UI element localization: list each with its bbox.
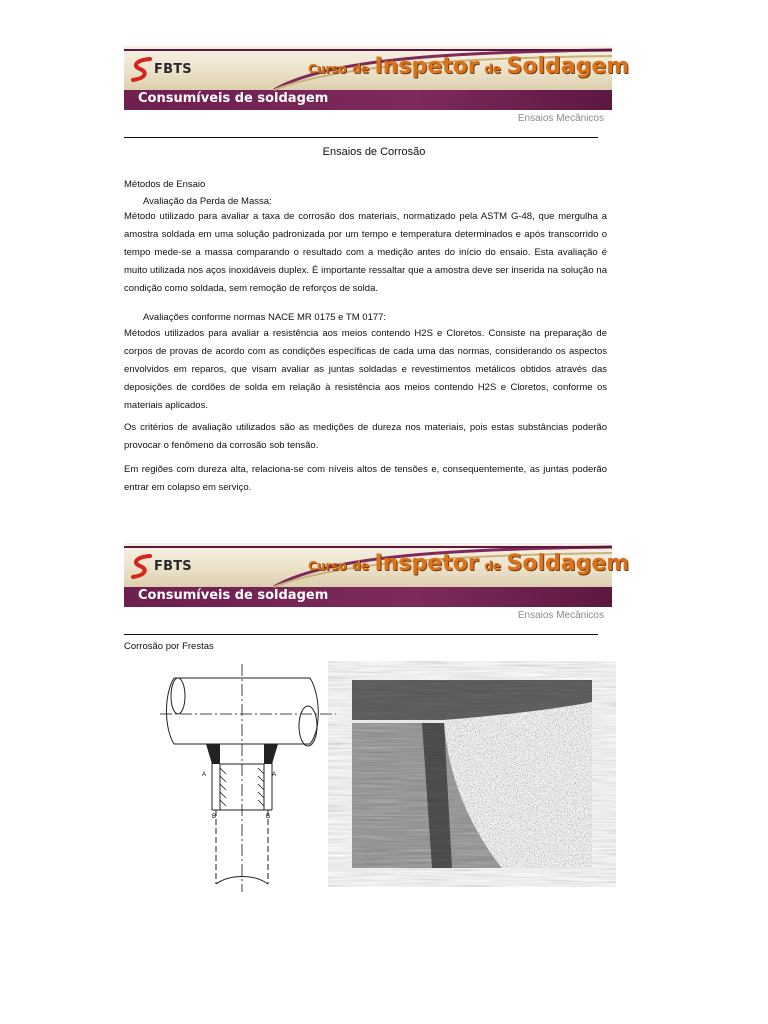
course-title [308, 54, 629, 79]
diagram-label-b-left: B [212, 814, 217, 820]
mass-loss-heading: Avaliação da Perda de Massa: [143, 196, 272, 207]
header-banner [124, 46, 630, 110]
course-title-2 [308, 551, 629, 576]
section-tag-2: Ensaios Mecânicos [517, 610, 604, 621]
course-word-de-3: de [352, 559, 369, 573]
course-word-soldagem: Soldagem [506, 54, 630, 79]
brand-name: FBTS [154, 62, 192, 77]
course-word-inspetor-2: Inspetor [374, 551, 479, 576]
course-word-curso: Curso [308, 62, 347, 76]
diagram-label-b-right: B [266, 814, 271, 820]
course-word-soldagem-2: Soldagem [506, 551, 630, 576]
header-rule [124, 137, 598, 138]
crevice-joint-diagram [160, 664, 336, 892]
header-rule-2 [124, 634, 598, 635]
diagram-label-a-left: A [202, 772, 207, 778]
banner-subtitle-2: Consumíveis de soldagem [138, 588, 329, 603]
nace-paragraph: Métodos utilizados para avaliar a resistência aos meios contendo H2S e Cloretos. Consiste na preparação de corpos de provas de acordo com as condições específicas de cada uma das normas, considerando os aspectos envolvidos em reparos, que visam avaliar as juntas soldadas e revestimentos metálicos obtidos através das deposições de cordões de solda em relação à resistência aos meios contendo H2S e Cloretos, conforme os materiais aplicados. [124, 328, 607, 411]
section-tag: Ensaios Mecânicos [517, 113, 604, 124]
mass-loss-paragraph: Método utilizado para avaliar a taxa de corrosão dos materiais, normatizado pela ASTM G-48, que mergulha a amostra soldada em uma solução padronizada por um tempo e temperatura determinados e após transcorrido o tempo mede-se a massa comparando o resultado com a medição antes do início do ensaio. Esta avaliação é muito utilizada nos aços inoxidáveis duplex. É importante ressaltar que a amostra deve ser inserida na solução na condição como soldada, sem remoção de reforços de solda. [124, 211, 607, 294]
diagram-label-a-right: A [272, 772, 277, 778]
crevice-corrosion-heading: Corrosão por Frestas [124, 641, 214, 652]
brand-name-2: FBTS [154, 559, 192, 574]
banner-subtitle: Consumíveis de soldagem [138, 91, 329, 106]
corrosion-micrograph-photo [352, 680, 592, 868]
methods-heading: Métodos de Ensaio [124, 179, 206, 190]
course-word-inspetor: Inspetor [374, 54, 479, 79]
page-title: Ensaios de Corrosão [322, 146, 426, 158]
header-banner-2 [124, 543, 630, 607]
course-word-de: de [352, 62, 369, 76]
nace-heading: Avaliações conforme normas NACE MR 0175 e TM 0177: [143, 312, 387, 323]
micrograph-image [352, 680, 592, 868]
course-word-de-4: de [484, 559, 501, 573]
course-word-curso-2: Curso [308, 559, 347, 573]
fbts-logo-icon [130, 56, 154, 82]
course-word-de-2: de [484, 62, 501, 76]
criteria-paragraph: Os critérios de avaliação utilizados são as medições de dureza nos materiais, pois estas substâncias poderão provocar o fenômeno da corrosão sob tensão. [124, 422, 607, 451]
hardness-paragraph: Em regiões com dureza alta, relaciona-se com níveis altos de tensões e, consequentemente, as juntas poderão entrar em colapso em serviço. [124, 464, 607, 493]
fbts-logo-icon-2 [130, 553, 154, 579]
